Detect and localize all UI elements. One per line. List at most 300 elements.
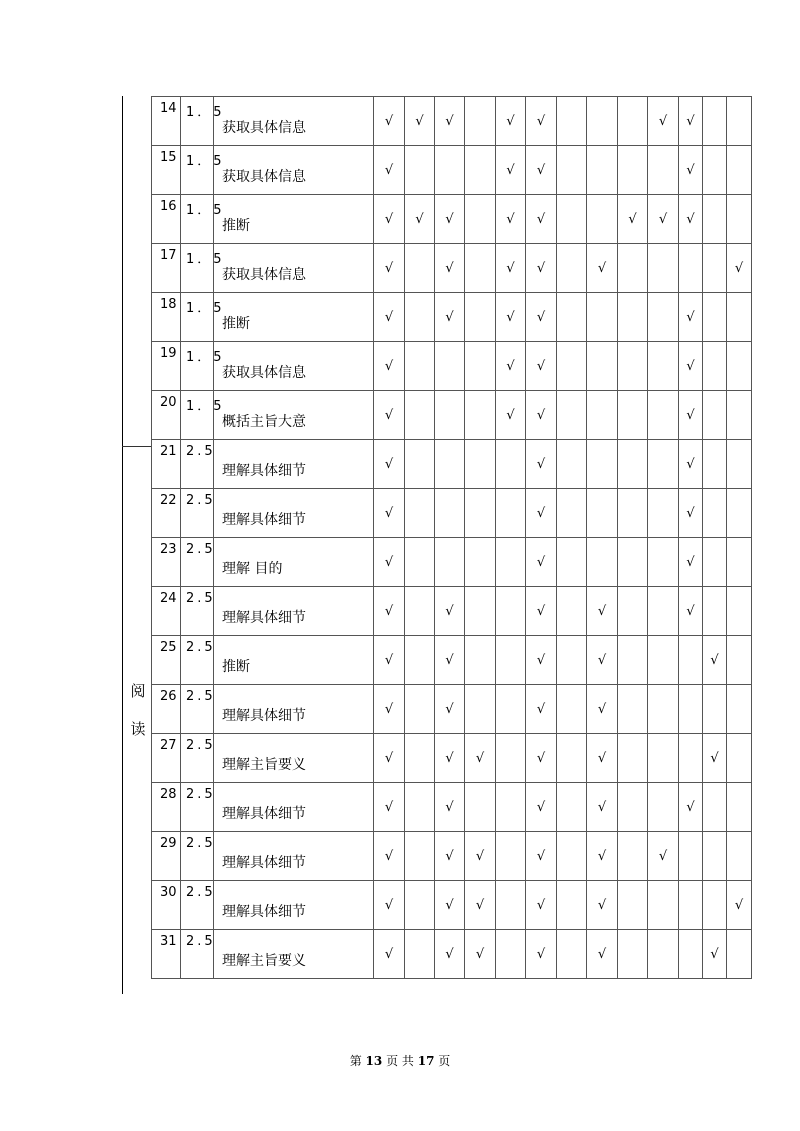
skill-cell: [214, 930, 374, 979]
empty-cell: [557, 293, 587, 342]
table-row: [152, 391, 752, 440]
check-mark: √: [496, 146, 526, 195]
section-left-border: [122, 96, 123, 994]
empty-cell: [727, 440, 752, 489]
skill-cell: [214, 587, 374, 636]
empty-cell: [727, 685, 752, 734]
check-mark: √: [496, 391, 526, 440]
score-cell: [181, 881, 214, 930]
table-row: [152, 930, 752, 979]
table-row: [152, 97, 752, 146]
empty-cell: [727, 293, 752, 342]
empty-cell: [618, 146, 648, 195]
empty-cell: [727, 391, 752, 440]
empty-cell: [405, 538, 435, 587]
empty-cell: [465, 146, 496, 195]
empty-cell: [727, 734, 752, 783]
empty-cell: [648, 440, 679, 489]
question-number-cell: [152, 930, 181, 979]
check-mark: √: [374, 489, 405, 538]
question-number-cell: [152, 538, 181, 587]
question-number: 18: [160, 297, 177, 312]
check-mark: √: [405, 97, 435, 146]
check-mark: √: [435, 783, 465, 832]
check-mark: √: [374, 293, 405, 342]
empty-cell: [648, 391, 679, 440]
score-cell: [181, 783, 214, 832]
empty-cell: [727, 342, 752, 391]
check-mark: √: [587, 881, 618, 930]
table-row: [152, 538, 752, 587]
table-row: [152, 881, 752, 930]
skill-cell: [214, 195, 374, 244]
check-mark: √: [526, 391, 557, 440]
check-mark: √: [587, 244, 618, 293]
empty-cell: [465, 440, 496, 489]
empty-cell: [727, 489, 752, 538]
empty-cell: [648, 538, 679, 587]
question-number-cell: [152, 97, 181, 146]
check-mark: √: [618, 195, 648, 244]
question-number: 16: [160, 199, 177, 214]
table-row: [152, 146, 752, 195]
table-row: [152, 244, 752, 293]
empty-cell: [727, 538, 752, 587]
check-mark: √: [435, 832, 465, 881]
empty-cell: [557, 146, 587, 195]
check-mark: √: [374, 440, 405, 489]
score: 1．5: [186, 301, 225, 316]
skill-label: 推断: [222, 218, 250, 234]
empty-cell: [679, 636, 703, 685]
section-label-bottom: 读: [130, 720, 146, 738]
score: 1．5: [186, 252, 225, 267]
check-mark: √: [374, 538, 405, 587]
score: 2.5: [186, 738, 216, 753]
check-mark: √: [435, 685, 465, 734]
skill-cell: [214, 881, 374, 930]
check-mark: √: [703, 734, 727, 783]
empty-cell: [465, 489, 496, 538]
check-mark: √: [374, 587, 405, 636]
empty-cell: [557, 244, 587, 293]
check-mark: √: [703, 930, 727, 979]
skill-label: 获取具体信息: [222, 169, 306, 185]
score: 2.5: [186, 640, 216, 655]
skill-label: 理解具体细节: [222, 708, 306, 724]
table-row: [152, 832, 752, 881]
empty-cell: [557, 685, 587, 734]
question-number: 31: [160, 934, 177, 949]
empty-cell: [679, 930, 703, 979]
empty-cell: [557, 636, 587, 685]
empty-cell: [496, 489, 526, 538]
empty-cell: [648, 636, 679, 685]
empty-cell: [496, 440, 526, 489]
skill-label: 理解具体细节: [222, 610, 306, 626]
question-number: 24: [160, 591, 177, 606]
question-number: 29: [160, 836, 177, 851]
empty-cell: [703, 195, 727, 244]
table-row: [152, 195, 752, 244]
empty-cell: [465, 587, 496, 636]
check-mark: √: [727, 244, 752, 293]
empty-cell: [435, 391, 465, 440]
empty-cell: [496, 930, 526, 979]
check-mark: √: [496, 293, 526, 342]
check-mark: √: [374, 244, 405, 293]
empty-cell: [405, 734, 435, 783]
empty-cell: [648, 293, 679, 342]
empty-cell: [405, 587, 435, 636]
question-number: 14: [160, 101, 177, 116]
footer-total-pages: 17: [417, 1054, 435, 1068]
table-row: [152, 636, 752, 685]
empty-cell: [727, 97, 752, 146]
section-divider: [122, 446, 151, 447]
question-number-cell: [152, 146, 181, 195]
empty-cell: [465, 783, 496, 832]
check-mark: √: [679, 783, 703, 832]
check-mark: √: [679, 391, 703, 440]
empty-cell: [557, 734, 587, 783]
empty-cell: [435, 538, 465, 587]
score: 2.5: [186, 885, 216, 900]
score-cell: [181, 97, 225, 146]
empty-cell: [405, 440, 435, 489]
empty-cell: [465, 293, 496, 342]
question-number-cell: [152, 734, 181, 783]
check-mark: √: [435, 195, 465, 244]
empty-cell: [703, 342, 727, 391]
empty-cell: [405, 685, 435, 734]
question-number: 19: [160, 346, 177, 361]
empty-cell: [557, 832, 587, 881]
question-number-cell: [152, 881, 181, 930]
question-number-cell: [152, 440, 181, 489]
footer-mid: 页 共: [386, 1054, 414, 1068]
score-cell: [181, 391, 225, 440]
check-mark: √: [435, 930, 465, 979]
empty-cell: [496, 832, 526, 881]
empty-cell: [587, 146, 618, 195]
check-mark: √: [435, 97, 465, 146]
empty-cell: [703, 783, 727, 832]
empty-cell: [727, 195, 752, 244]
check-mark: √: [526, 734, 557, 783]
empty-cell: [618, 587, 648, 636]
score-cell: [181, 832, 214, 881]
footer-current-page: 13: [365, 1054, 383, 1068]
check-mark: √: [526, 489, 557, 538]
score-cell: [181, 538, 214, 587]
empty-cell: [405, 832, 435, 881]
check-mark: √: [526, 244, 557, 293]
empty-cell: [618, 832, 648, 881]
check-mark: √: [435, 734, 465, 783]
empty-cell: [587, 489, 618, 538]
check-mark: √: [526, 832, 557, 881]
score-cell: [181, 930, 214, 979]
score-cell: [181, 342, 225, 391]
section-label-top: 阅: [130, 682, 146, 700]
check-mark: √: [374, 391, 405, 440]
question-number-cell: [152, 195, 181, 244]
empty-cell: [703, 293, 727, 342]
table-row: [152, 783, 752, 832]
skill-label: 理解具体细节: [222, 463, 306, 479]
check-mark: √: [587, 587, 618, 636]
empty-cell: [465, 391, 496, 440]
question-number-cell: [152, 587, 181, 636]
skill-cell: [214, 342, 374, 391]
empty-cell: [618, 783, 648, 832]
empty-cell: [648, 342, 679, 391]
check-mark: √: [526, 195, 557, 244]
table-row: [152, 587, 752, 636]
empty-cell: [648, 489, 679, 538]
empty-cell: [465, 342, 496, 391]
empty-cell: [618, 881, 648, 930]
empty-cell: [618, 97, 648, 146]
question-number-cell: [152, 636, 181, 685]
skill-cell: [214, 293, 374, 342]
check-mark: √: [526, 685, 557, 734]
score-cell: [181, 685, 214, 734]
score: 2.5: [186, 542, 216, 557]
skill-label: 获取具体信息: [222, 365, 306, 381]
table-row: [152, 440, 752, 489]
check-mark: √: [374, 97, 405, 146]
empty-cell: [648, 244, 679, 293]
empty-cell: [727, 636, 752, 685]
score: 2.5: [186, 689, 216, 704]
footer-suffix: 页: [438, 1054, 451, 1068]
check-mark: √: [679, 489, 703, 538]
empty-cell: [618, 636, 648, 685]
check-mark: √: [374, 930, 405, 979]
empty-cell: [727, 783, 752, 832]
check-mark: √: [679, 587, 703, 636]
question-number: 28: [160, 787, 177, 802]
check-mark: √: [496, 97, 526, 146]
empty-cell: [405, 930, 435, 979]
score: 1．5: [186, 105, 225, 120]
empty-cell: [405, 244, 435, 293]
empty-cell: [587, 440, 618, 489]
empty-cell: [703, 489, 727, 538]
question-number-cell: [152, 342, 181, 391]
empty-cell: [703, 881, 727, 930]
footer-prefix: 第: [349, 1054, 362, 1068]
score-cell: [181, 587, 214, 636]
question-number-cell: [152, 489, 181, 538]
empty-cell: [465, 97, 496, 146]
check-mark: √: [526, 146, 557, 195]
skill-label: 理解主旨要义: [222, 953, 306, 969]
empty-cell: [465, 195, 496, 244]
score: 2.5: [186, 836, 216, 851]
question-number: 23: [160, 542, 177, 557]
check-mark: √: [679, 146, 703, 195]
empty-cell: [496, 783, 526, 832]
empty-cell: [703, 832, 727, 881]
empty-cell: [648, 881, 679, 930]
table-row: [152, 685, 752, 734]
skill-cell: [214, 685, 374, 734]
check-mark: √: [526, 587, 557, 636]
skill-label: 理解主旨要义: [222, 757, 306, 773]
empty-cell: [587, 538, 618, 587]
empty-cell: [587, 195, 618, 244]
score: 2.5: [186, 591, 216, 606]
empty-cell: [587, 391, 618, 440]
empty-cell: [405, 391, 435, 440]
empty-cell: [679, 734, 703, 783]
empty-cell: [648, 685, 679, 734]
empty-cell: [703, 244, 727, 293]
score: 1．5: [186, 350, 225, 365]
check-mark: √: [435, 587, 465, 636]
empty-cell: [557, 587, 587, 636]
empty-cell: [465, 538, 496, 587]
skill-cell: [214, 832, 374, 881]
check-mark: √: [526, 930, 557, 979]
empty-cell: [648, 146, 679, 195]
empty-cell: [435, 342, 465, 391]
skill-label: 理解具体细节: [222, 855, 306, 871]
question-number-cell: [152, 244, 181, 293]
skill-cell: [214, 97, 374, 146]
empty-cell: [557, 391, 587, 440]
skill-cell: [214, 783, 374, 832]
skill-label: 理解具体细节: [222, 512, 306, 528]
skill-label: 推断: [222, 659, 250, 675]
empty-cell: [703, 538, 727, 587]
skill-label: 推断: [222, 316, 250, 332]
check-mark: √: [374, 783, 405, 832]
score-cell: [181, 293, 225, 342]
empty-cell: [557, 195, 587, 244]
check-mark: √: [465, 734, 496, 783]
empty-cell: [557, 783, 587, 832]
empty-cell: [703, 587, 727, 636]
empty-cell: [557, 97, 587, 146]
empty-cell: [587, 342, 618, 391]
check-mark: √: [587, 930, 618, 979]
check-mark: √: [587, 685, 618, 734]
score-cell: [181, 489, 214, 538]
question-table: [151, 96, 752, 979]
question-number-cell: [152, 685, 181, 734]
empty-cell: [465, 244, 496, 293]
empty-cell: [618, 734, 648, 783]
empty-cell: [703, 440, 727, 489]
empty-cell: [465, 636, 496, 685]
check-mark: √: [526, 97, 557, 146]
skill-cell: [214, 734, 374, 783]
check-mark: √: [374, 832, 405, 881]
check-mark: √: [526, 342, 557, 391]
question-number-cell: [152, 293, 181, 342]
check-mark: √: [496, 195, 526, 244]
empty-cell: [557, 881, 587, 930]
check-mark: √: [679, 538, 703, 587]
skill-label: 获取具体信息: [222, 120, 306, 136]
check-mark: √: [526, 783, 557, 832]
empty-cell: [496, 734, 526, 783]
check-mark: √: [526, 440, 557, 489]
question-number-cell: [152, 783, 181, 832]
check-mark: √: [435, 293, 465, 342]
empty-cell: [405, 881, 435, 930]
empty-cell: [703, 146, 727, 195]
question-number: 20: [160, 395, 177, 410]
question-number: 30: [160, 885, 177, 900]
score-cell: [181, 244, 225, 293]
skill-label: 概括主旨大意: [222, 414, 306, 430]
score-cell: [181, 734, 214, 783]
check-mark: √: [435, 244, 465, 293]
check-mark: √: [526, 293, 557, 342]
question-number: 15: [160, 150, 177, 165]
check-mark: √: [679, 342, 703, 391]
score-cell: [181, 440, 214, 489]
empty-cell: [435, 440, 465, 489]
empty-cell: [703, 391, 727, 440]
question-number: 25: [160, 640, 177, 655]
check-mark: √: [587, 734, 618, 783]
question-number-cell: [152, 832, 181, 881]
check-mark: √: [648, 97, 679, 146]
skill-cell: [214, 440, 374, 489]
empty-cell: [557, 489, 587, 538]
empty-cell: [557, 342, 587, 391]
empty-cell: [618, 391, 648, 440]
empty-cell: [618, 489, 648, 538]
skill-cell: [214, 391, 374, 440]
check-mark: √: [526, 538, 557, 587]
empty-cell: [435, 146, 465, 195]
check-mark: √: [435, 636, 465, 685]
check-mark: √: [526, 881, 557, 930]
check-mark: √: [679, 97, 703, 146]
check-mark: √: [374, 146, 405, 195]
empty-cell: [618, 538, 648, 587]
question-number: 17: [160, 248, 177, 263]
score: 1．5: [186, 399, 225, 414]
check-mark: √: [587, 636, 618, 685]
empty-cell: [618, 244, 648, 293]
score-cell: [181, 146, 225, 195]
check-mark: √: [648, 195, 679, 244]
check-mark: √: [679, 195, 703, 244]
check-mark: √: [374, 636, 405, 685]
check-mark: √: [587, 832, 618, 881]
check-mark: √: [374, 195, 405, 244]
empty-cell: [557, 440, 587, 489]
empty-cell: [727, 587, 752, 636]
check-mark: √: [374, 881, 405, 930]
empty-cell: [587, 97, 618, 146]
empty-cell: [618, 440, 648, 489]
empty-cell: [679, 881, 703, 930]
score: 2.5: [186, 493, 216, 508]
skill-label: 理解具体细节: [222, 806, 306, 822]
check-mark: √: [703, 636, 727, 685]
empty-cell: [405, 783, 435, 832]
check-mark: √: [648, 832, 679, 881]
